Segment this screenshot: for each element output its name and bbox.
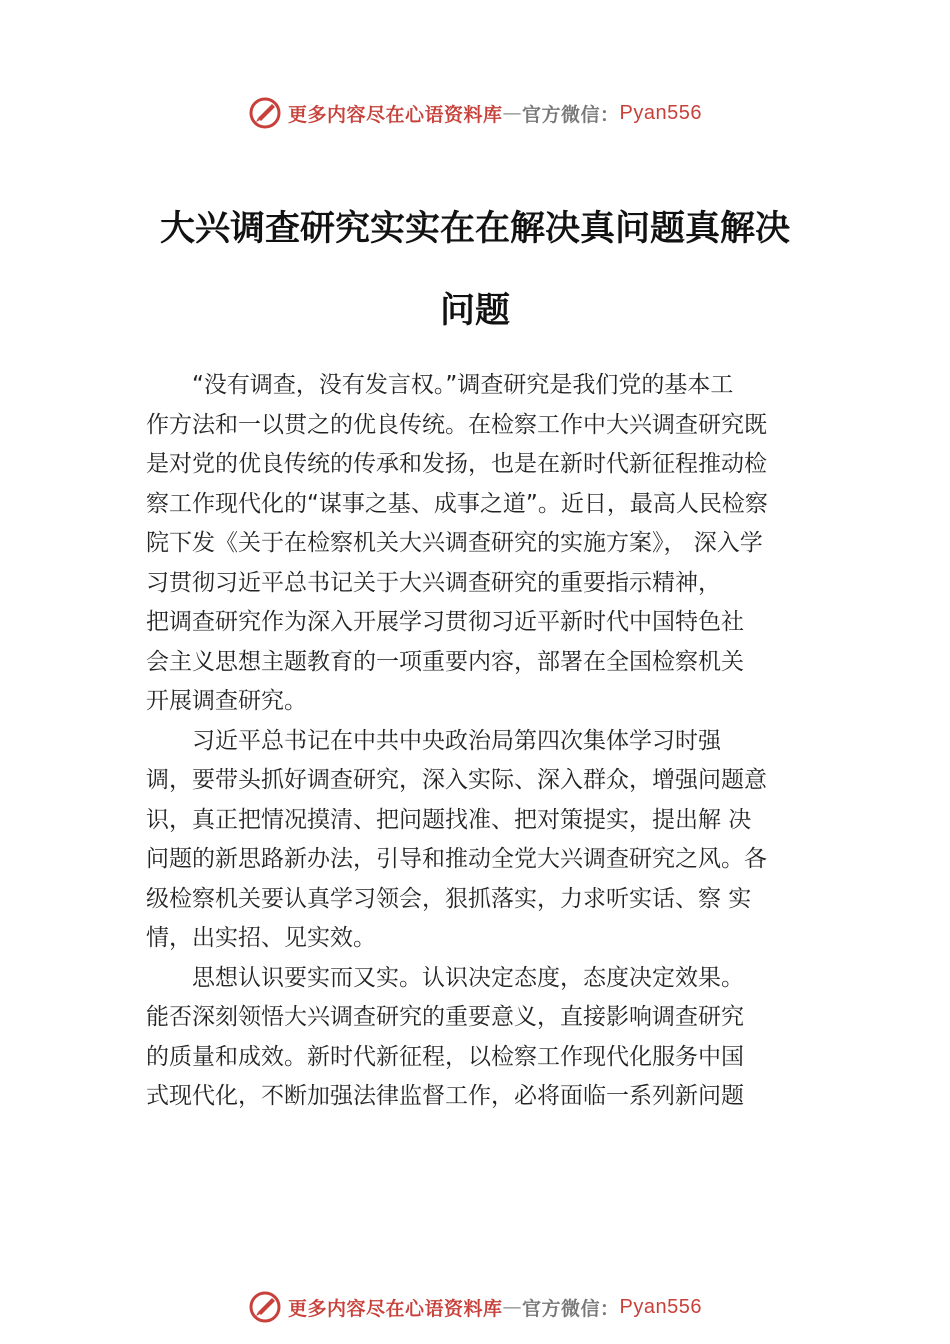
title-line-1: 大兴调查研究实实在在解决真问题真解决 [159,208,790,249]
document-body [146,366,836,1117]
body-line: 的质量和成效。新时代新征程，以检察工作现代化服务中国 [146,1043,744,1070]
body-line: 能否深刻领悟大兴调查研究的重要意义，直接影响调查研究 [146,1004,744,1030]
body-line: “没有调查，没有发言权。”调查研究是我们党的基本工 [146,372,734,398]
body-line: 级检察机关要认真学习领会，狠抓落实，力求听实话、察 实 [146,885,752,912]
body-line: 是对党的优良传统的传承和发扬，也是在新时代新征程推动检 [146,451,767,477]
body-line: 作方法和一以贯之的优良传统。在检察工作中大兴调查研究既 [146,411,767,438]
banner-text: 更多内容尽在心语资料库 [288,1297,503,1320]
body-line: 会主义思想主题教育的一项重要内容，部署在全国检察机关 [146,648,744,675]
banner-wechat-label: 官方微信： [522,1297,620,1320]
body-line: 情，出实招、见实效。 [146,925,376,951]
body-line: 习贯彻习近平总书记关于大兴调查研究的重要指示精神， [146,569,721,596]
body-line: 思想认识要实而又实。认识决定态度，态度决定效果。 [146,964,744,991]
body-line: 开展调查研究。 [146,688,307,714]
body-line: 调，要带头抓好调查研究，深入实际、深入群众，增强问题意 [146,767,767,793]
body-line: 察工作现代化的“谋事之基、成事之道”。近日，最高人民检察 [146,490,768,517]
watermark-banner-bottom [0,1290,950,1324]
banner-wechat-id: Pyan556 [619,1295,702,1318]
logo-icon [248,1290,282,1324]
banner-wechat-id: Pyan556 [619,101,702,124]
banner-text: 更多内容尽在心语资料库 [288,103,503,126]
body-line: 把调查研究作为深入开展学习贯彻习近平新时代中国特色社 [146,609,744,635]
body-line: 院下发《关于在检察机关大兴调查研究的实施方案》， 深入学 [146,530,763,556]
watermark-banner-top [0,96,950,130]
logo-icon [248,96,282,130]
banner-dash: — [502,102,523,124]
body-line: 识，真正把情况摸清、把问题找准、把对策提实，提出解 决 [146,806,752,833]
title-line-2: 问题 [439,290,510,331]
document-title [150,188,800,352]
body-line: 式现代化，不断加强法律监督工作，必将面临一系列新问题 [146,1083,744,1109]
banner-dash: — [502,1296,523,1318]
body-line: 问题的新思路新办法，引导和推动全党大兴调查研究之风。各 [146,846,767,872]
body-line: 习近平总书记在中共中央政治局第四次集体学习时强 [146,727,721,754]
banner-wechat-label: 官方微信： [522,103,620,126]
